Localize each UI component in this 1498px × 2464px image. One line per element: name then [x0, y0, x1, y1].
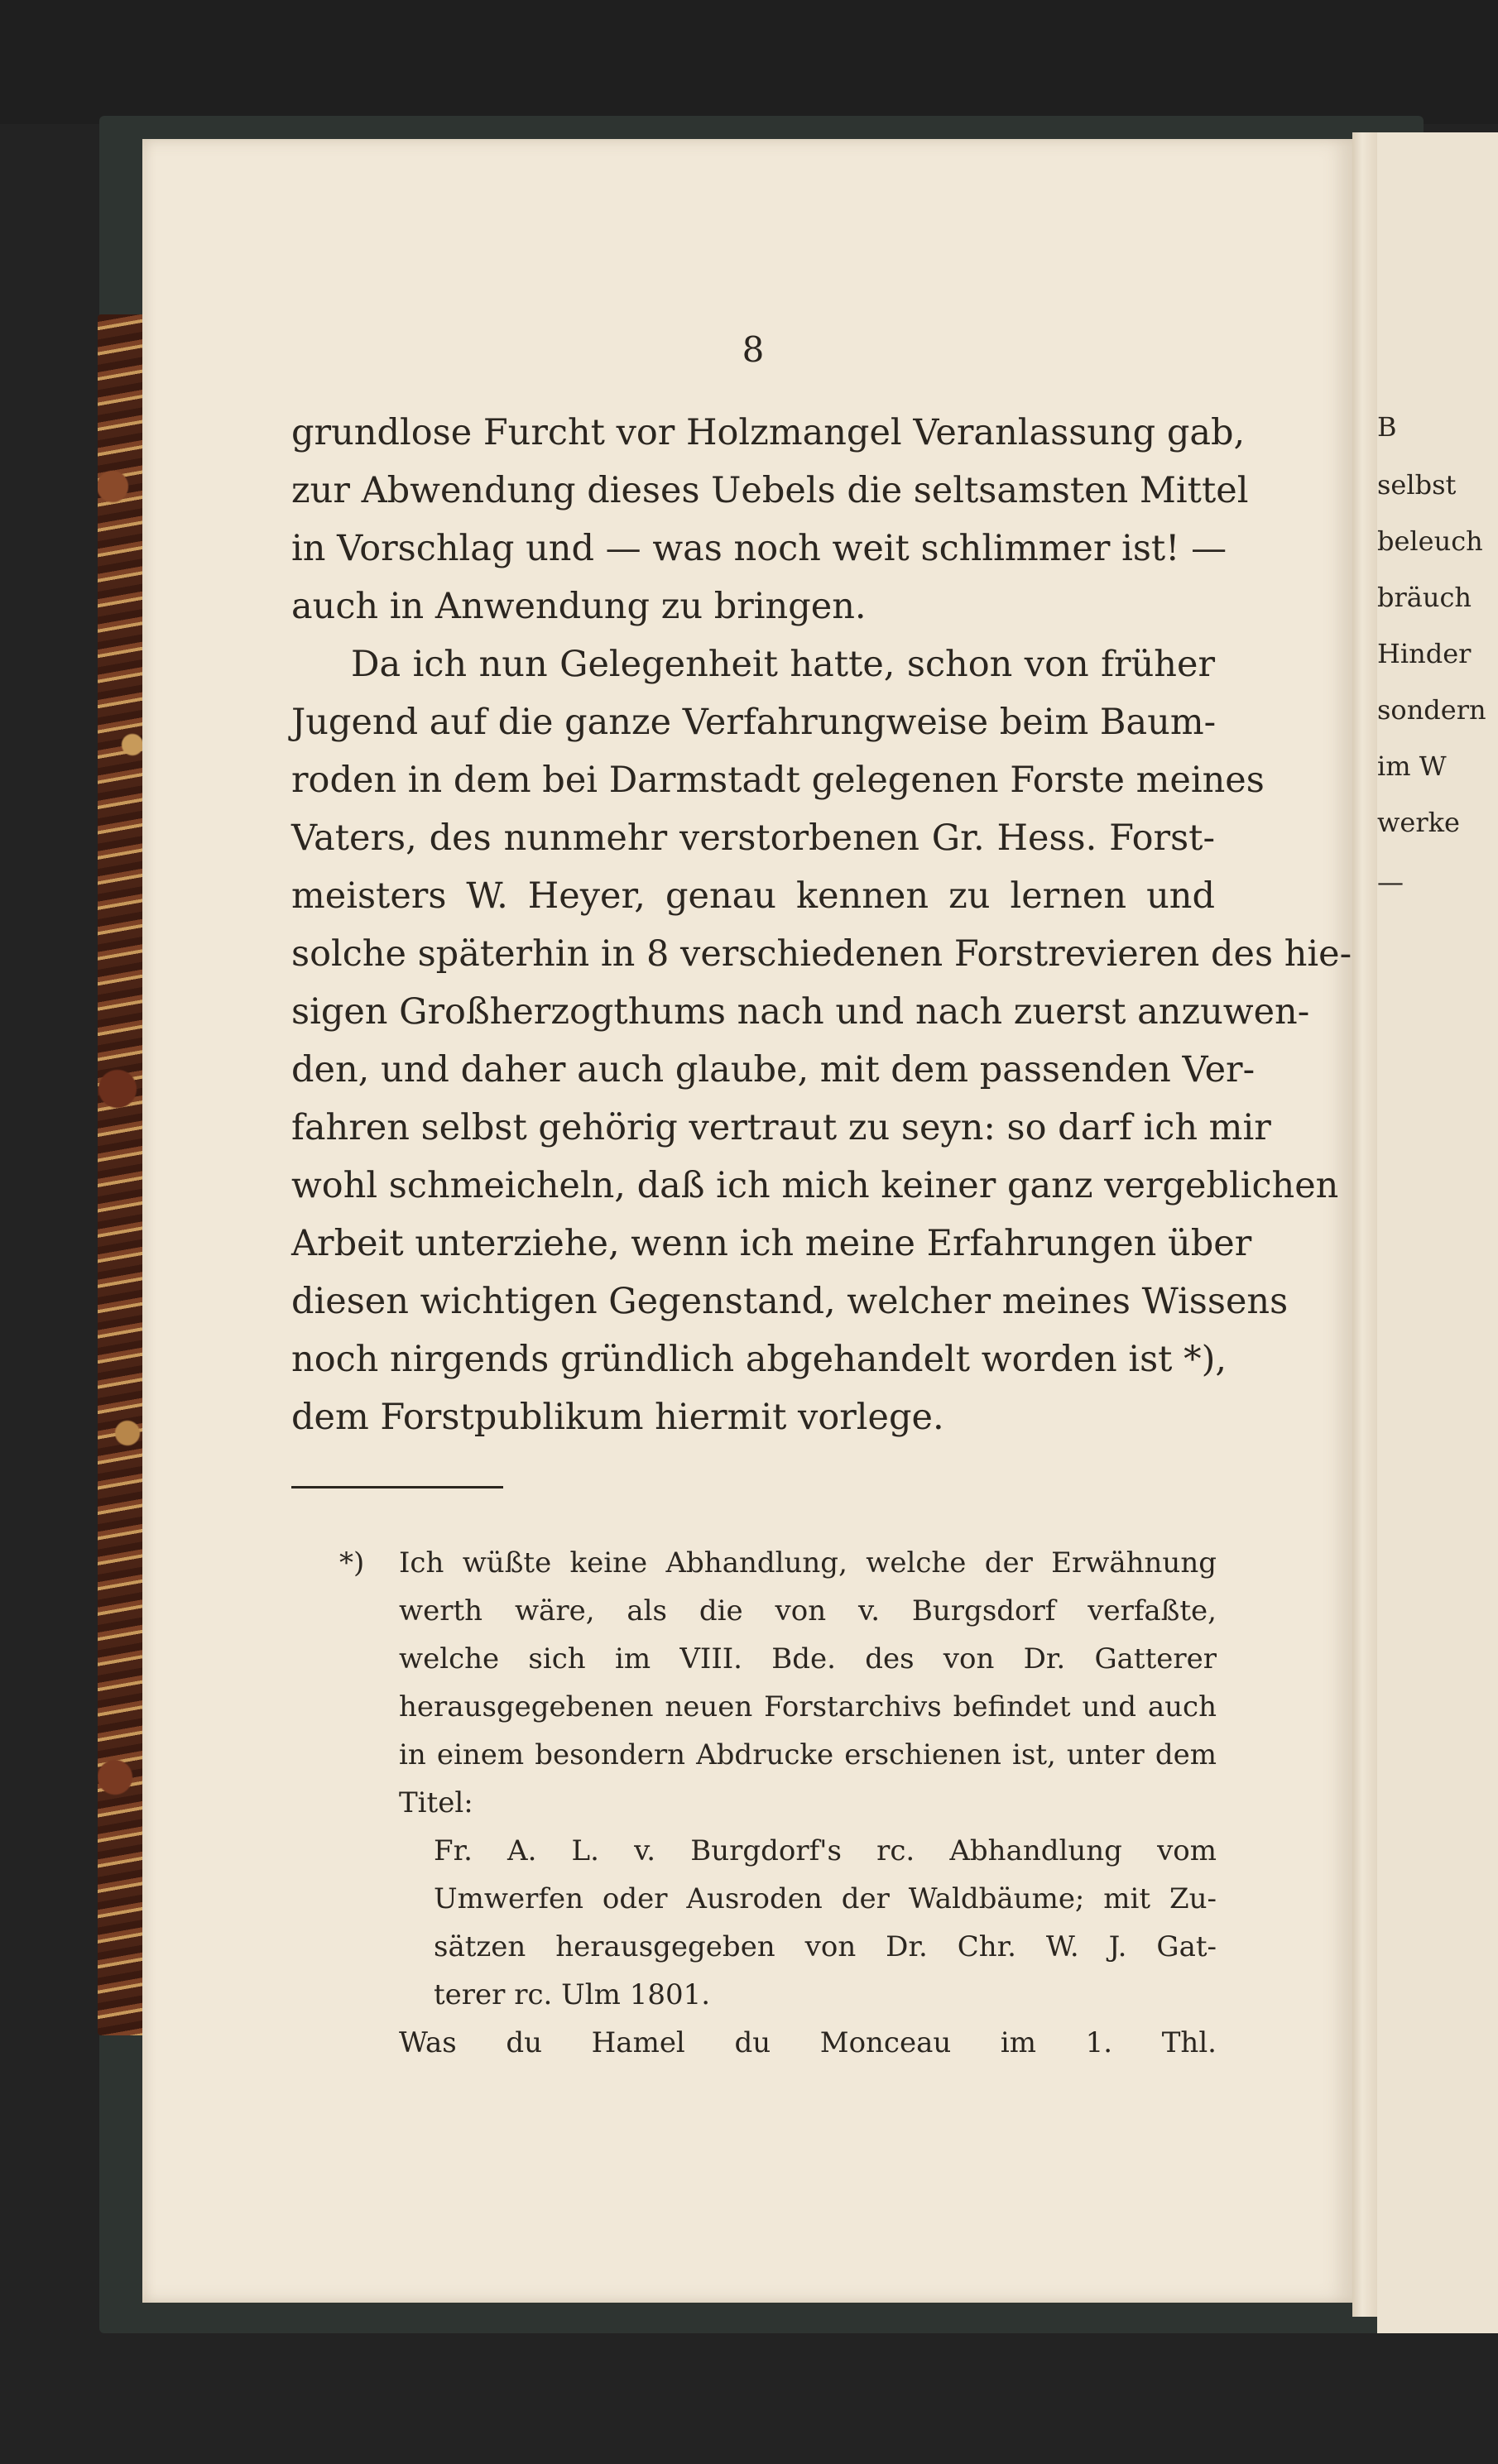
- text-line: auch in Anwendung zu bringen.: [291, 586, 867, 627]
- text-line: diesen wichtigen Gegenstand, welcher meines Wissens: [291, 1281, 1289, 1322]
- text-line: noch nirgends gründlich abgehandelt worden ist *),: [291, 1339, 1227, 1380]
- text-line: dem Forstpublikum hiermit vorlege.: [291, 1397, 944, 1438]
- facing-page-word: selbst: [1377, 469, 1457, 501]
- main-text-block: [291, 404, 1352, 1446]
- text-line: in Vorschlag und — was noch weit schlimmer ist! —: [291, 528, 1227, 569]
- footnote-line: Ich wüßte keine Abhandlung, welche der Erwähnung: [399, 1546, 1217, 1580]
- footnote-marker: *): [339, 1546, 365, 1580]
- facing-page-word: im W: [1377, 750, 1447, 782]
- facing-page-word: —: [1377, 866, 1404, 898]
- text-line: Da ich nun Gelegenheit hatte, schon von früher: [351, 644, 1215, 685]
- text-line: solche späterhin in 8 verschiedenen Forstrevieren des hie-: [291, 933, 1352, 975]
- footnote-line: werth wäre, als die von v. Burgsdorf verfaßte,: [399, 1594, 1217, 1627]
- footnote-line: in einem besondern Abdrucke erschienen ist, unter dem: [399, 1738, 1217, 1771]
- footnote-line: Titel:: [399, 1786, 473, 1819]
- text-line: Jugend auf die ganze Verfahrungweise beim Baum-: [291, 702, 1217, 743]
- text-line: den, und daher auch glaube, mit dem passenden Ver-: [291, 1049, 1256, 1091]
- facing-page-word: B: [1377, 411, 1397, 443]
- page-gutter: [1352, 132, 1377, 2317]
- text-line: wohl schmeicheln, daß ich mich keiner ganz vergeblichen: [291, 1165, 1339, 1206]
- facing-page-word: Hinder: [1377, 638, 1472, 669]
- facing-page-word: sondern: [1377, 694, 1486, 726]
- marbled-endpaper: [98, 314, 147, 2035]
- facing-page-word: beleuch: [1377, 525, 1483, 557]
- footnote-line: Was du Hamel du Monceau im 1. Thl.: [399, 2026, 1217, 2059]
- page-number: 8: [742, 329, 765, 370]
- text-line: Arbeit unterziehe, wenn ich meine Erfahrungen über: [291, 1223, 1252, 1264]
- scan-background: [0, 0, 1498, 124]
- footnote-citation-line: Umwerfen oder Ausroden der Waldbäume; mit Zu-: [434, 1882, 1217, 1915]
- text-line: sigen Großherzogthums nach und nach zuerst anzuwen-: [291, 991, 1310, 1033]
- text-line: Vaters, des nunmehr verstorbenen Gr. Hess. Forst-: [291, 817, 1215, 859]
- footnote-line: welche sich im VIII. Bde. des von Dr. Gatterer: [399, 1642, 1217, 1675]
- facing-page-word: bräuch: [1377, 582, 1472, 613]
- footnote-citation-line: sätzen herausgegeben von Dr. Chr. W. J. Gat-: [434, 1930, 1217, 1963]
- text-line: roden in dem bei Darmstadt gelegenen Forste meines: [291, 760, 1265, 801]
- text-line: meisters W. Heyer, genau kennen zu lernen und: [291, 875, 1215, 917]
- footnote-citation-line: terer rc. Ulm 1801.: [434, 1978, 711, 2011]
- text-line: zur Abwendung dieses Uebels die seltsamsten Mittel: [291, 470, 1249, 511]
- footnote-separator: [291, 1486, 503, 1488]
- facing-page-word: werke: [1377, 807, 1460, 838]
- facing-page-fragment: [1377, 132, 1498, 2333]
- footnote: [339, 1539, 1217, 2067]
- text-line: grundlose Furcht vor Holzmangel Veranlassung gab,: [291, 412, 1246, 453]
- footnote-citation-line: Fr. A. L. v. Burgdorf's rc. Abhandlung vom: [434, 1834, 1217, 1867]
- text-line: fahren selbst gehörig vertraut zu seyn: so darf ich mir: [291, 1107, 1271, 1148]
- footnote-line: herausgegebenen neuen Forstarchivs befindet und auch: [399, 1690, 1217, 1723]
